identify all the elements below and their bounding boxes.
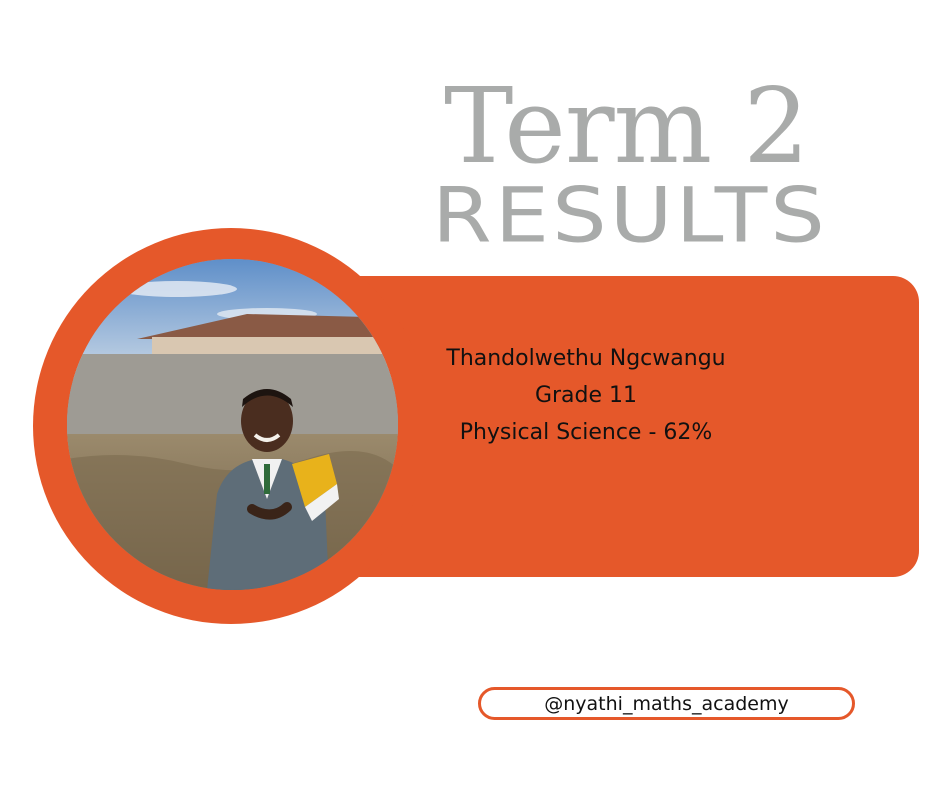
title-term: Term 2 <box>444 65 809 187</box>
student-info <box>418 340 754 451</box>
social-handle-pill[interactable]: @nyathi_maths_academy <box>478 687 855 720</box>
subject-result: Physical Science - 62% <box>459 420 713 445</box>
student-name: Thandolwethu Ngcwangu <box>446 346 726 371</box>
student-photo <box>67 259 398 590</box>
student-grade: Grade 11 <box>534 383 638 408</box>
title-results: RESULTS <box>432 171 828 260</box>
